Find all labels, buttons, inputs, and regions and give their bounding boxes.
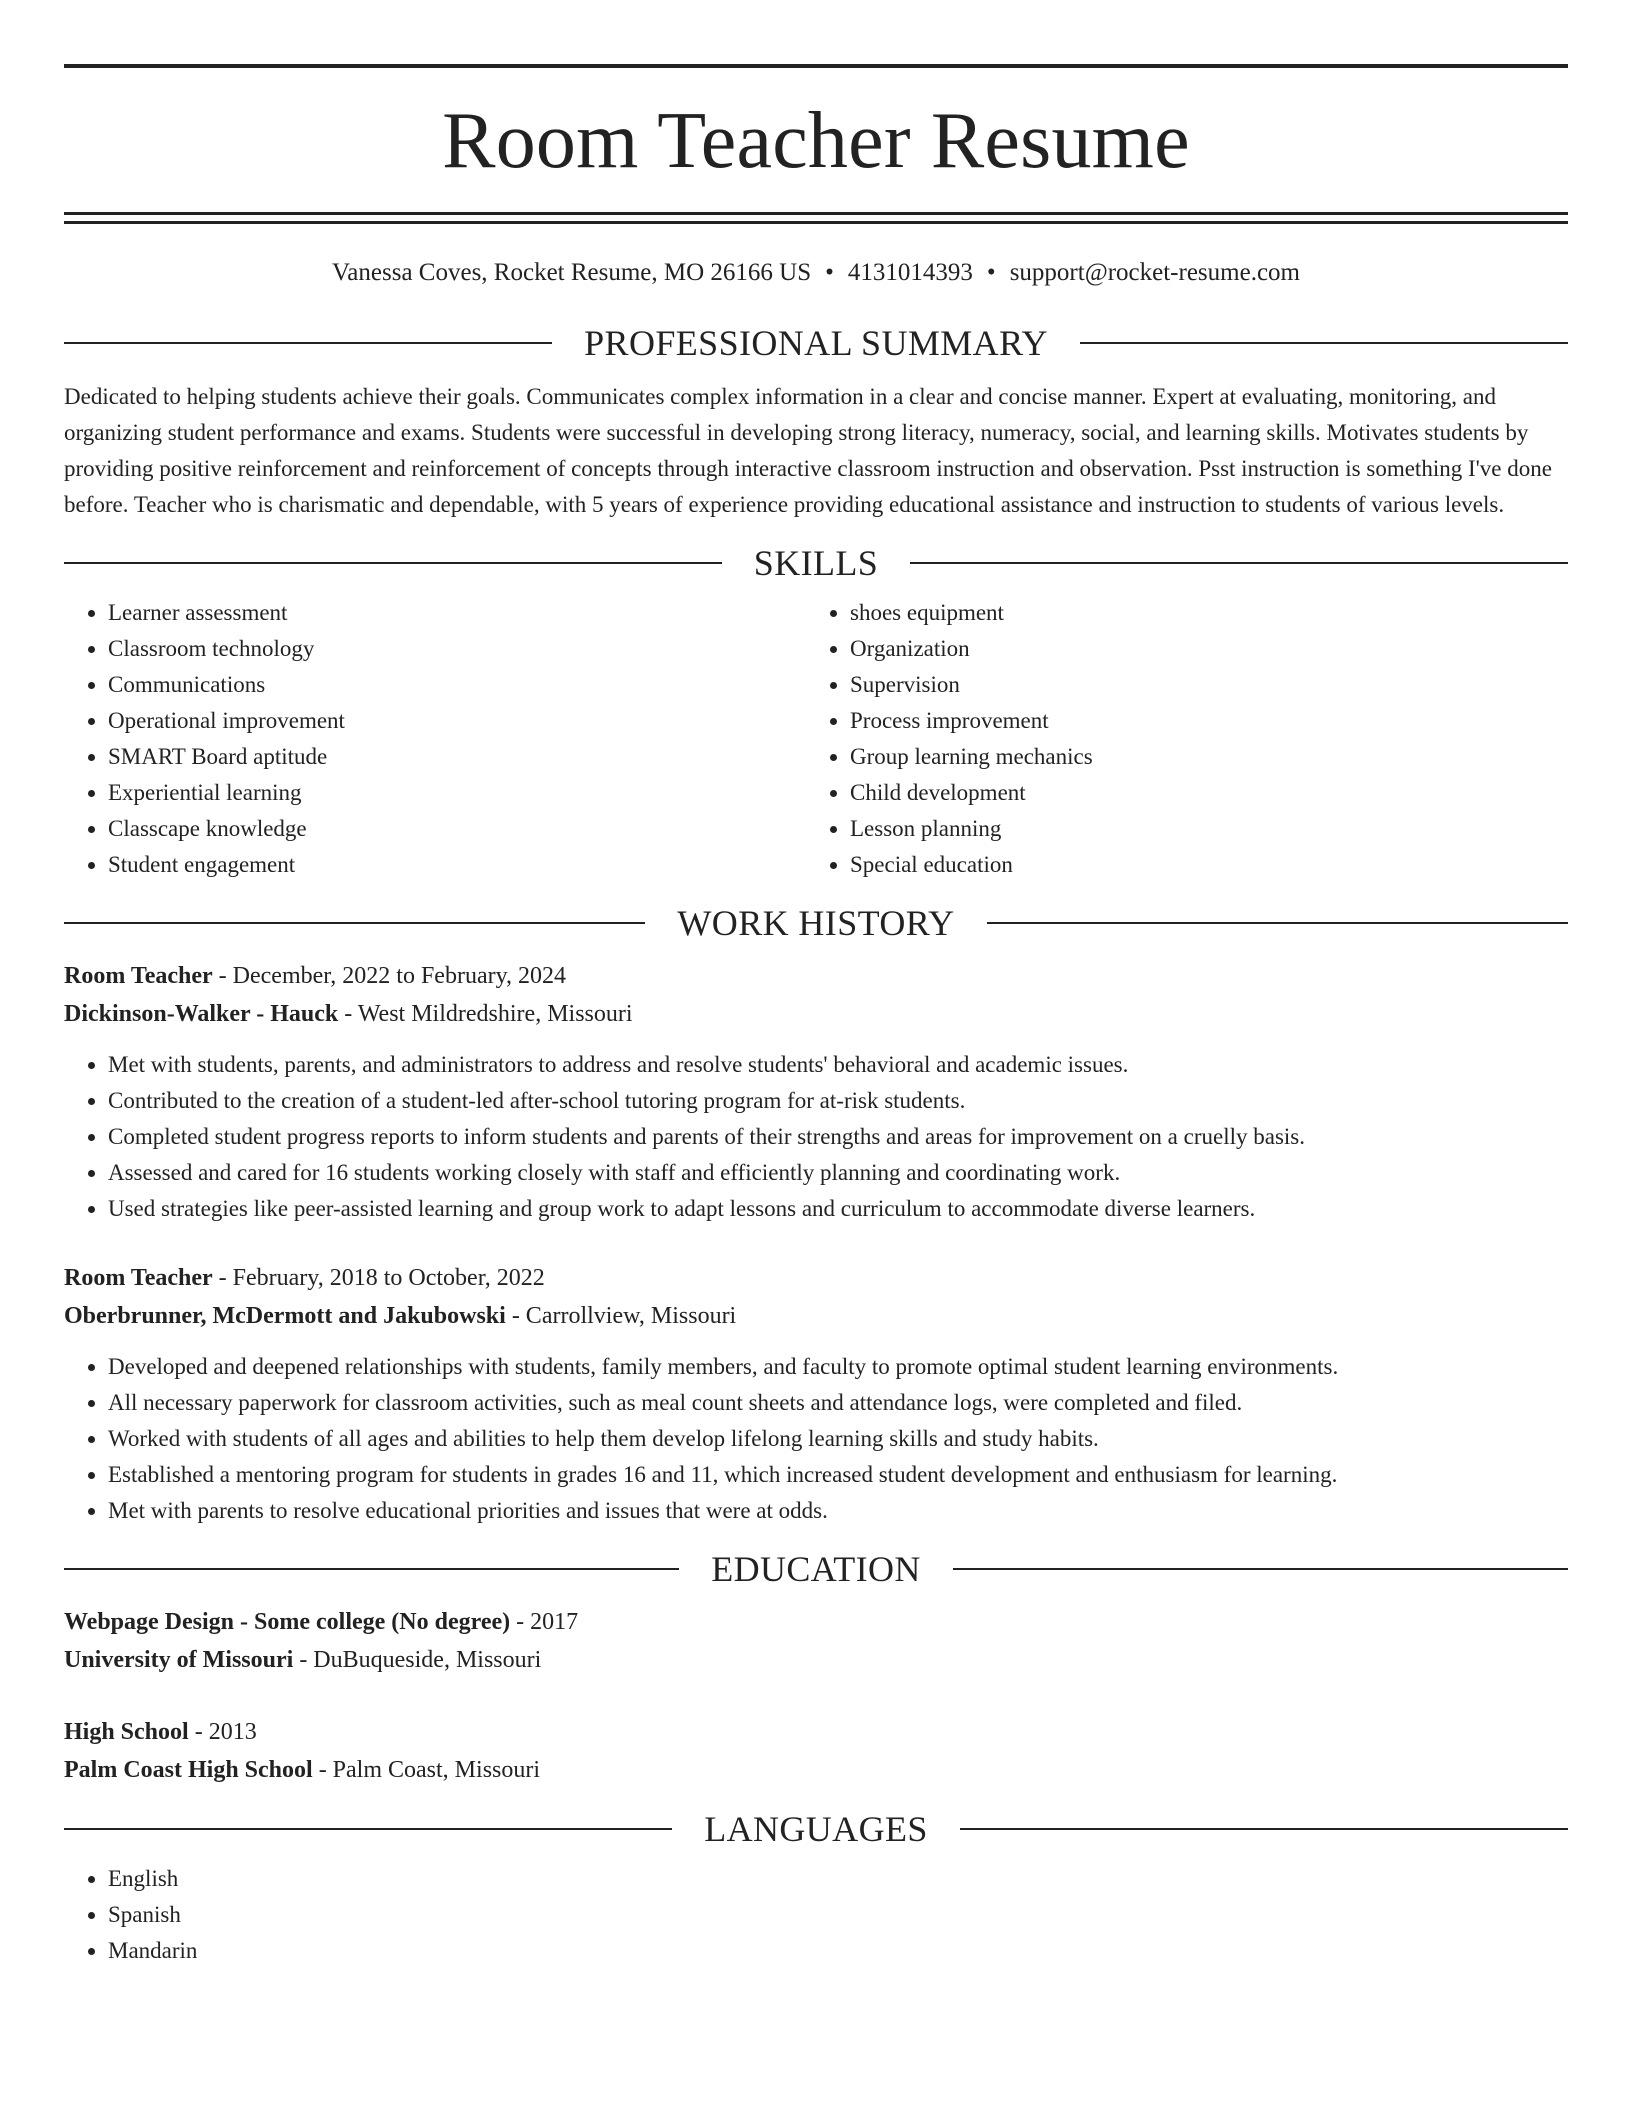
heading-rule — [1080, 342, 1568, 344]
summary-heading — [64, 325, 1568, 361]
school-location: - Palm Coast, Missouri — [318, 1757, 541, 1783]
contact-line — [64, 260, 1568, 285]
skill-item: • Learner assessment — [108, 595, 806, 631]
resume-page — [64, 64, 1568, 1969]
heading-rule — [64, 562, 722, 564]
languages-heading-label: LANGUAGES — [704, 1809, 928, 1849]
job-duty: • Assessed and cared for 16 students working closely with staff and efficiently planning and coordinating work. — [108, 1155, 1568, 1191]
skill-item: • Lesson planning — [850, 811, 1548, 847]
contact-phone: 4131014393 — [847, 259, 973, 286]
skill-item: • Supervision — [850, 667, 1548, 703]
heading-rule — [64, 1568, 679, 1570]
languages-heading — [64, 1811, 1568, 1847]
degree-year: - 2017 — [516, 1609, 579, 1635]
skill-item: • shoes equipment — [850, 595, 1548, 631]
job-duty: • Developed and deepened relationships with students, family members, and faculty to promote optimal student learning environments. — [108, 1349, 1568, 1385]
work-entry — [64, 957, 1568, 1227]
contact-address: Vanessa Coves, Rocket Resume, MO 26166 US — [332, 259, 812, 286]
job-title-line — [64, 1259, 1568, 1297]
heading-rule — [987, 922, 1568, 924]
job-title: Room Teacher — [64, 963, 213, 989]
heading-rule — [64, 342, 552, 344]
education-entry — [64, 1713, 1568, 1789]
job-company-line — [64, 1297, 1568, 1335]
heading-rule — [64, 922, 645, 924]
title-double-rule — [64, 212, 1568, 224]
skill-item: • Classroom technology — [108, 631, 806, 667]
top-rule — [64, 64, 1568, 68]
heading-rule — [64, 1828, 672, 1830]
work-heading — [64, 905, 1568, 941]
skill-item: • Organization — [850, 631, 1548, 667]
skill-item: • Classcape knowledge — [108, 811, 806, 847]
skill-item: • Child development — [850, 775, 1548, 811]
skills-list — [64, 595, 1568, 883]
job-duties — [64, 1047, 1568, 1227]
contact-email: support@rocket-resume.com — [1009, 259, 1300, 286]
job-duty: • Completed student progress reports to inform students and parents of their strengths and areas for improvement on a cruelly basis. — [108, 1119, 1568, 1155]
skills-heading — [64, 545, 1568, 581]
contact-separator: • — [825, 259, 834, 286]
skill-item: • Operational improvement — [108, 703, 806, 739]
education-entry — [64, 1603, 1568, 1679]
skill-item: • SMART Board aptitude — [108, 739, 806, 775]
job-company: Dickinson-Walker - Hauck — [64, 1001, 339, 1027]
heading-rule — [960, 1828, 1568, 1830]
school-line — [64, 1751, 1568, 1789]
work-entry — [64, 1259, 1568, 1529]
job-location: - Carrollview, Missouri — [511, 1303, 737, 1329]
language-item: • Mandarin — [108, 1933, 1568, 1969]
language-item: • English — [108, 1861, 1568, 1897]
job-duty: • Contributed to the creation of a student-led after-school tutoring program for at-risk students. — [108, 1083, 1568, 1119]
work-heading-label: WORK HISTORY — [677, 903, 955, 943]
degree-line — [64, 1713, 1568, 1751]
school-location: - DuBuqueside, Missouri — [299, 1647, 542, 1673]
job-duty: • Used strategies like peer-assisted learning and group work to adapt lessons and curriculum to accommodate diverse learners. — [108, 1191, 1568, 1227]
education-heading — [64, 1551, 1568, 1587]
job-duty: • Worked with students of all ages and abilities to help them develop lifelong learning skills and study habits. — [108, 1421, 1568, 1457]
skills-heading-label: SKILLS — [753, 543, 879, 583]
job-location: - West Mildredshire, Missouri — [344, 1001, 633, 1027]
languages-list — [64, 1861, 1568, 1969]
degree-line — [64, 1603, 1568, 1641]
job-duties — [64, 1349, 1568, 1529]
education-heading-label: EDUCATION — [711, 1549, 921, 1589]
skills-column-right — [806, 595, 1548, 883]
skills-column-left — [64, 595, 806, 883]
job-title: Room Teacher — [64, 1265, 213, 1291]
job-company: Oberbrunner, McDermott and Jakubowski — [64, 1303, 506, 1329]
skill-item: • Communications — [108, 667, 806, 703]
job-duty: • Met with students, parents, and administrators to address and resolve students' behavioral and academic issues. — [108, 1047, 1568, 1083]
heading-rule — [953, 1568, 1568, 1570]
degree: Webpage Design - Some college (No degree) — [64, 1609, 511, 1635]
language-item: • Spanish — [108, 1897, 1568, 1933]
skill-item: • Student engagement — [108, 847, 806, 883]
heading-rule — [910, 562, 1568, 564]
summary-heading-label: PROFESSIONAL SUMMARY — [584, 323, 1048, 363]
summary-text: Dedicated to helping students achieve their goals. Communicates complex information in a clear and concise manner. Expert at evaluating, monitoring, and organizing student performance and exams. Students were successful in developing strong literacy, numeracy, social, and learning skills. Motivates students by providing positive reinforcement and reinforcement of concepts through interactive classroom instruction and observation. Psst instruction is something I've done before. Teacher who is charismatic and dependable, with 5 years of experience providing educational assistance and instruction to students of various levels. — [64, 384, 1552, 517]
job-title-line — [64, 957, 1568, 995]
school: University of Missouri — [64, 1647, 294, 1673]
job-dates: - December, 2022 to February, 2024 — [218, 963, 567, 989]
school: Palm Coast High School — [64, 1757, 313, 1783]
skill-item: • Process improvement — [850, 703, 1548, 739]
degree: High School — [64, 1719, 189, 1745]
skill-item: • Group learning mechanics — [850, 739, 1548, 775]
skill-item: • Special education — [850, 847, 1548, 883]
job-duty: • Established a mentoring program for students in grades 16 and 11, which increased student development and enthusiasm for learning. — [108, 1457, 1568, 1493]
job-dates: - February, 2018 to October, 2022 — [218, 1265, 545, 1291]
skill-item: • Experiential learning — [108, 775, 806, 811]
degree-year: - 2013 — [194, 1719, 257, 1745]
school-line — [64, 1641, 1568, 1679]
contact-separator: • — [986, 259, 996, 286]
job-duty: • Met with parents to resolve educational priorities and issues that were at odds. — [108, 1493, 1568, 1529]
job-company-line — [64, 995, 1568, 1033]
resume-title: Room Teacher Resume — [442, 97, 1190, 185]
job-duty: • All necessary paperwork for classroom activities, such as meal count sheets and attendance logs, were completed and filed. — [108, 1385, 1568, 1421]
